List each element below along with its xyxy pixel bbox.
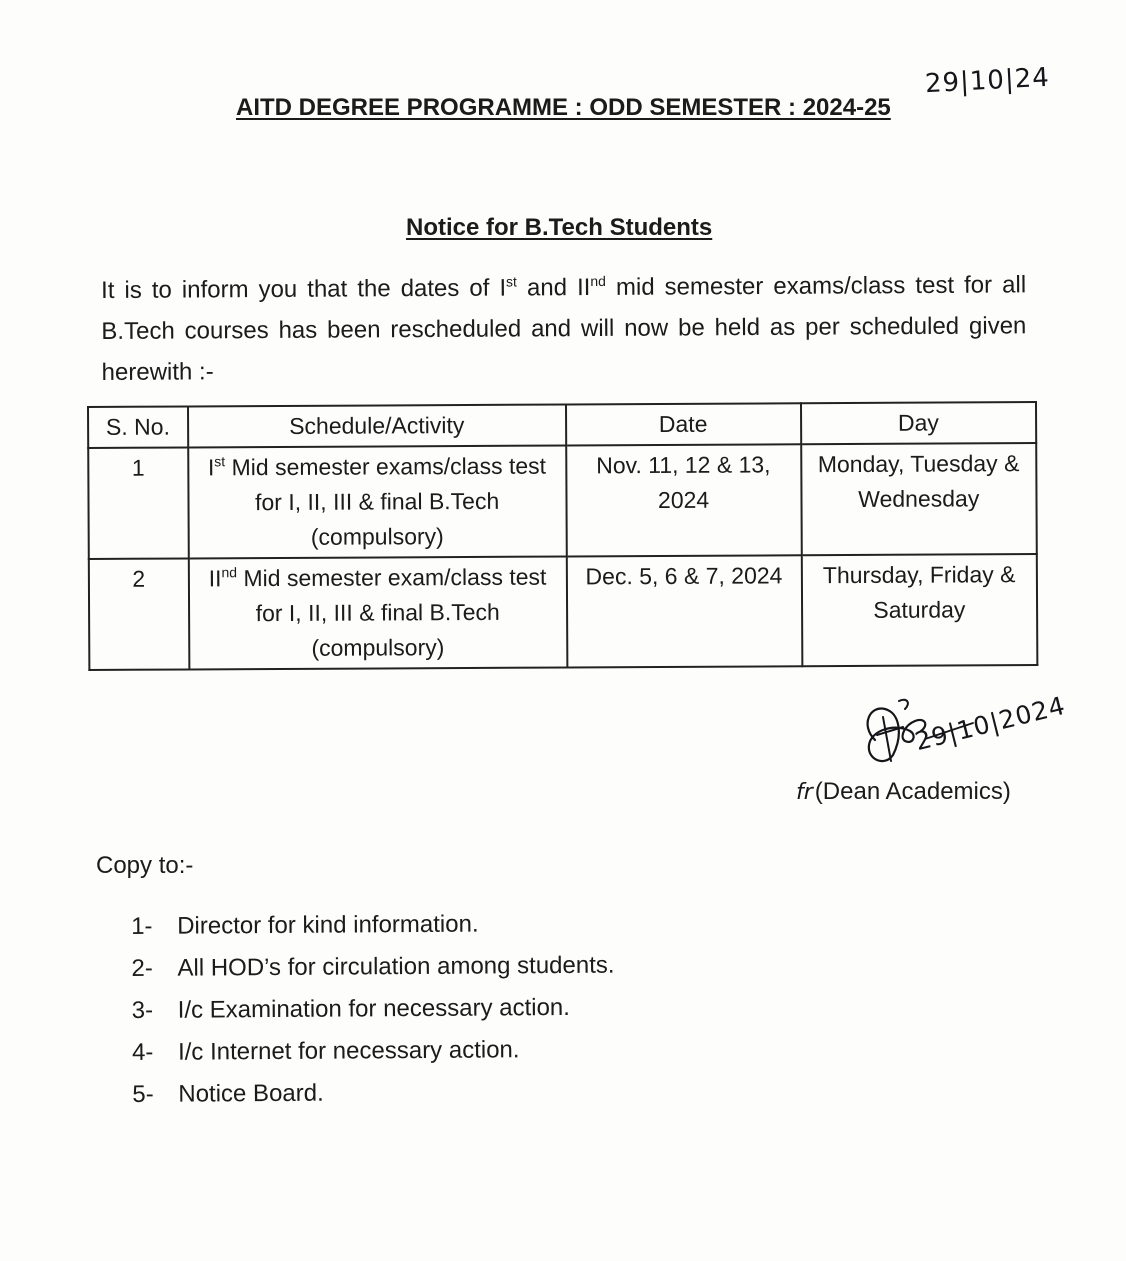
page-title: AITD DEGREE PROGRAMME : ODD SEMESTER : 2024-25 [236,94,891,121]
signature-date: 29|10|2024 [912,690,1069,757]
list-item-text: All HOD’s for circulation among students. [177,951,615,982]
list-item [132,987,615,1032]
intro-text-1: It is to inform you that the dates of I [101,274,507,304]
signatory-prefix: fr [796,780,813,805]
list-item [132,1029,615,1074]
list-item-number: 5- [132,1080,154,1108]
list-item-text: I/c Internet for necessary action. [177,1036,520,1066]
intro-paragraph [101,264,1027,393]
intro-text-3: mid semester exams/class test for all B.Tech courses has been rescheduled and will now be held as per scheduled given herewith :- [101,271,1027,386]
cell-day: Thursday, Friday & Saturday [801,554,1037,666]
activity-sup: nd [221,564,238,581]
activity-sup: st [214,453,226,470]
cell-activity [189,556,567,669]
copy-to-list [131,903,616,1116]
intro-sup-1: st [505,273,517,290]
table-row [88,443,1037,559]
activity-text: Mid semester exam/class test for I, II, III & final B.Tech (compulsory) [236,563,547,661]
handwritten-date: 29|10|24 [924,62,1051,100]
cell-activity [188,445,566,558]
list-item-number: 2- [131,954,153,982]
cell-date: Dec. 5, 6 & 7, 2024 [566,555,802,667]
list-item-number: 4- [131,1038,154,1066]
list-item [131,945,614,990]
cell-sno: 1 [88,447,188,559]
header-date: Date [566,403,801,445]
list-item-text: Director for kind information. [177,910,479,940]
activity-prefix: II [208,565,222,592]
header-day: Day [801,402,1037,444]
list-item-number: 1- [131,912,153,940]
signatory-title: (Dean Academics) [814,778,1011,805]
notice-subtitle: Notice for B.Tech Students [406,214,713,241]
intro-text-2: and II [516,274,591,302]
cell-day: Monday, Tuesday & Wednesday [801,443,1037,555]
list-item-text: Notice Board. [178,1079,324,1108]
activity-text: Mid semester exams/class test for I, II, III & final B.Tech (compulsory) [225,452,547,550]
cell-sno: 2 [89,558,189,670]
list-item-text: I/c Examination for necessary action. [177,993,571,1024]
table-header-row [88,402,1036,448]
signatory [796,778,1011,806]
copy-to-title: Copy to:- [96,852,194,879]
header-activity: Schedule/Activity [188,404,566,447]
intro-sup-2: nd [590,272,606,290]
schedule-table [87,401,1038,671]
table-row [89,554,1038,670]
list-item-number: 3- [131,996,154,1024]
activity-prefix: I [207,454,215,481]
header-sno: S. No. [88,406,188,448]
cell-date: Nov. 11, 12 & 13, 2024 [566,444,802,556]
list-item [131,903,614,948]
list-item [132,1071,615,1116]
